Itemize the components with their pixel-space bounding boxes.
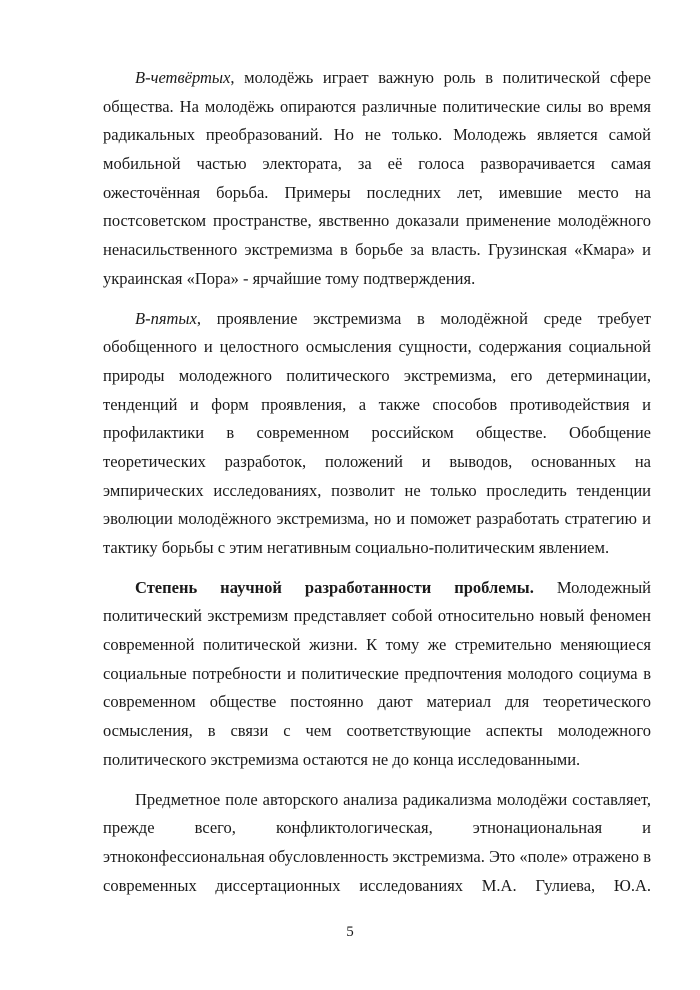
- text-line: природы молодежного политического экстремизма, его детерминации,: [103, 365, 651, 385]
- text-line: прежде всего, конфликтологическая, этнонациональная и: [103, 818, 651, 838]
- paragraph-research-degree: [103, 574, 651, 775]
- text-line: современных диссертационных исследованиях М.А. Гулиева, Ю.А.: [103, 875, 651, 895]
- text-line: политический экстремизм представляет собой относительно новый феномен: [103, 606, 651, 626]
- text-line: ожесточённая борьба. Примеры последних лет, имевшие место на: [103, 182, 651, 202]
- text-line: обобщенного и целостного осмысления сущности, содержания социальной: [103, 337, 651, 357]
- text-line: тактику борьбы с этим негативным социально-политическим явлением.: [103, 538, 610, 557]
- text-line: украинская «Пора» - ярчайшие тому подтверждения.: [103, 268, 476, 288]
- italic-lead: В-пятых: [135, 308, 197, 328]
- italic-lead: В-четвёртых: [135, 68, 231, 87]
- paragraph-fourthly: [103, 64, 651, 294]
- text-line: мобильной частью электората, за её голоса разворачивается самая: [103, 154, 651, 174]
- text-line: радикальных преобразований. Но не только. Молодежь является самой: [103, 125, 651, 145]
- text-line: эволюции молодёжного экстремизма, но и поможет разработать стратегию и: [103, 509, 651, 529]
- text-line: современном обществе постоянно дают материал для теоретического: [103, 692, 651, 712]
- page-number: 5: [346, 924, 354, 940]
- text-line: В-пятых, проявление экстремизма в молодёжной среде требует: [135, 308, 651, 328]
- text-line: Предметное поле авторского анализа радикализма молодёжи составляет,: [135, 789, 651, 809]
- paragraph-subject-field: [103, 786, 651, 901]
- text-line: ненасильственного экстремизма в борьбе за власть. Грузинская «Кмара» и: [103, 240, 651, 260]
- text-line: политического экстремизма остаются не до конца исследованными.: [103, 749, 581, 769]
- document-body: [103, 64, 651, 900]
- text-line: осмысления, в связи с чем соответствующие аспекты молодежного: [103, 721, 651, 741]
- text-line: постсоветском пространстве, явственно доказали применение молодёжного: [103, 211, 651, 231]
- text-line: социальные потребности и политические предпочтения молодого социума в: [103, 663, 651, 683]
- text-line: теоретических разработок, положений и выводов, основанных на: [103, 451, 651, 471]
- text-line: Степень научной разработанности проблемы. Молодежный: [135, 577, 651, 597]
- text-line: этноконфессиональная обусловленность экстремизма. Это «поле» отражено в: [103, 846, 651, 866]
- text-line: тенденций и форм проявления, а также способов противодействия и: [103, 394, 651, 414]
- text-line: современной политической жизни. К тому же стремительно меняющиеся: [103, 635, 651, 655]
- text-line: общества. На молодёжь опираются различные политические силы во время: [103, 96, 651, 116]
- paragraph-fifthly: [103, 305, 651, 563]
- section-heading: Степень научной разработанности проблемы.: [135, 577, 534, 597]
- text-line: эмпирических исследованиях, позволит не только проследить тенденции: [103, 480, 651, 500]
- text-line: профилактики в современном российском обществе. Обобщение: [103, 423, 651, 443]
- text-line: В-четвёртых, молодёжь играет важную роль в политической сфере: [135, 68, 651, 87]
